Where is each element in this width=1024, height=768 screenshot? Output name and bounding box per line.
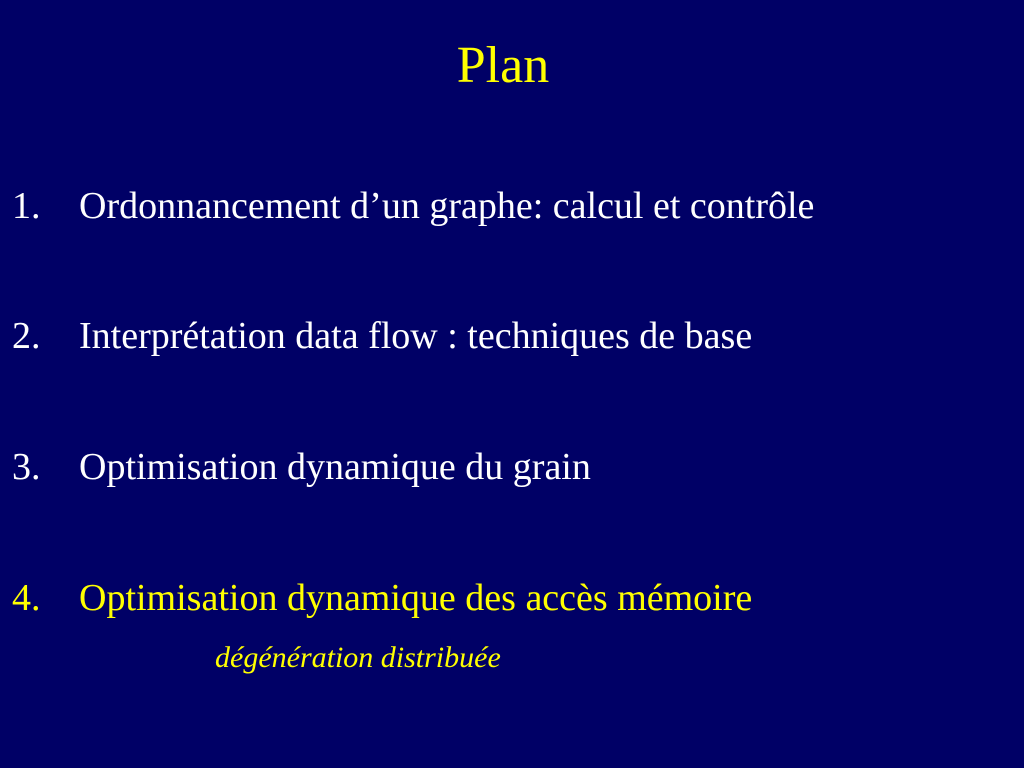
list-item-1 <box>12 184 814 228</box>
list-item-text: Interprétation data flow : techniques de base <box>79 315 753 357</box>
slide-title: Plan <box>456 37 550 94</box>
list-item-text: Ordonnancement d’un graphe: calcul et contrôle <box>79 185 815 227</box>
list-subitem: dégénération distribuée <box>215 641 501 674</box>
list-item-4-highlighted <box>12 576 752 620</box>
list-item-number: 1. <box>12 185 41 227</box>
list-item-3 <box>12 445 591 489</box>
list-item-text: Optimisation dynamique du grain <box>79 446 591 488</box>
list-item-number: 4. <box>12 577 41 619</box>
list-item-text: Optimisation dynamique des accès mémoire <box>79 577 753 619</box>
list-item-2 <box>12 314 752 358</box>
list-item-number: 3. <box>12 446 41 488</box>
list-item-number: 2. <box>12 315 41 357</box>
